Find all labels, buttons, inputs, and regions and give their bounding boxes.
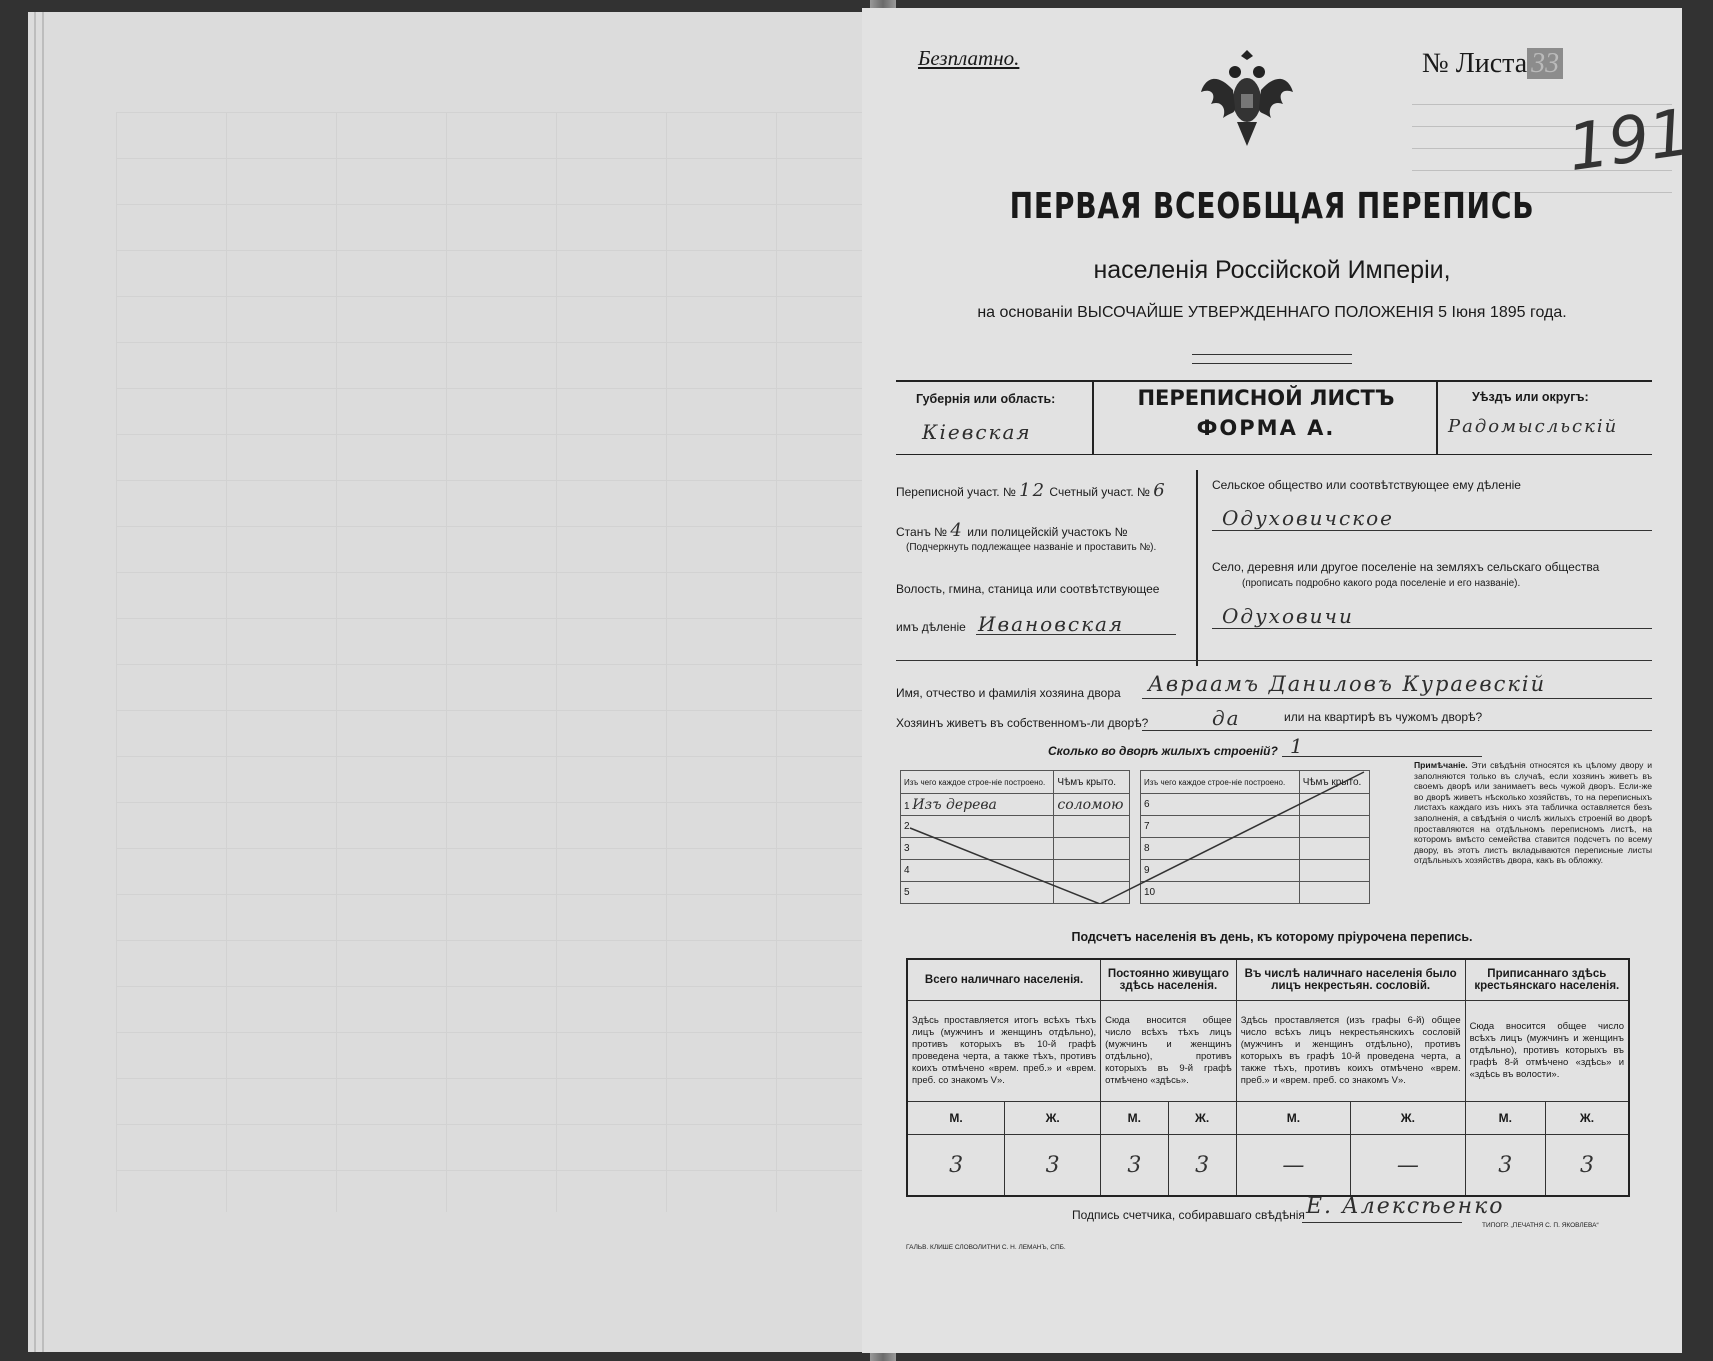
volost-label: Волость, гмина, станица или соотвѣтствующее (896, 582, 1160, 596)
note-block (1414, 760, 1652, 866)
table-row: 6 (1141, 794, 1300, 816)
district-divider (1196, 470, 1198, 666)
strike-through-mark (900, 770, 1370, 904)
table-row: 7 (1141, 816, 1300, 838)
form-letter: ФОРМА А. (1196, 416, 1336, 440)
uezd-label: Уѣздъ или округъ: (1472, 390, 1589, 404)
uezd-value: Радомысльскій (1448, 416, 1619, 437)
table-row: 3 (901, 838, 1054, 860)
village-label: Село, деревня или другое поселеніе на земляхъ сельскаго общества (1212, 560, 1600, 574)
sheet-value: 33 (1527, 48, 1563, 79)
table-row: 9 (1141, 860, 1300, 882)
society-value: Одуховичское (1222, 506, 1394, 530)
perepisnoy-value: 12 (1019, 480, 1047, 501)
owner-lives-label: Хозяинъ живетъ въ собственномъ-ли дворѣ? (896, 716, 1149, 730)
group-desc-peasant: Сюда вносится общее число всѣхъ лицъ (мужчинъ и женщинъ отдѣльно), противъ которыхъ въ графѣ 8-й отмѣчено «здѣсь» и «здѣсь въ волости». (1465, 1001, 1629, 1102)
buildings-table (900, 770, 1370, 904)
double-headed-eagle-emblem-icon (1197, 42, 1297, 152)
owner-name-label: Имя, отчество и фамилія хозяина двора (896, 686, 1121, 700)
schetny-label: Счетный участ. № (1049, 485, 1150, 499)
census-main-title: ПЕРВАЯ ВСЕОБЩАЯ ПЕРЕПИСЬ (1009, 186, 1535, 227)
table-row: 5 (901, 882, 1054, 904)
table-row: 10 (1141, 882, 1300, 904)
free-label: Безплатно. (918, 46, 1020, 70)
buildings-count-label: Сколько во дворѣ жилыхъ строеній? (1048, 744, 1278, 758)
stan-label: Станъ № (896, 525, 948, 539)
group-header-non-peasant: Въ числѣ наличнаго населенія было лицъ некрестьян. сословій. (1236, 959, 1465, 1001)
volost-label-2: имъ дѣленіе (896, 620, 966, 634)
handwritten-page-number: 191 (1563, 95, 1695, 187)
gubernia-value: Кіевская (922, 420, 1032, 444)
table-row: 4 (901, 860, 1054, 882)
female-label: Ж. (1168, 1102, 1236, 1135)
table-row: 1 Изъ дерева (901, 794, 1054, 816)
group-desc-total: Здѣсь проставляется итогъ всѣхъ тѣхъ лицъ (мужчинъ и женщинъ отдѣльно), противъ которыхъ въ 10-й графѣ проведена черта, а также тѣхъ, противъ коихъ отмѣчено «врем. преб.» и «врем. преб. со знакомъ V». (907, 1001, 1101, 1102)
group-header-permanent: Постоянно живущаго здѣсь населенія. (1101, 959, 1237, 1001)
gubernia-label: Губернія или область: (916, 392, 1056, 406)
left-page (28, 12, 888, 1352)
village-value: Одуховичи (1222, 604, 1354, 628)
female-label: Ж. (1545, 1102, 1629, 1135)
stan-value: 4 (950, 520, 964, 541)
faded-table-grid (116, 112, 896, 1212)
col-roof-header: Чѣмъ крыто. (1054, 771, 1130, 794)
group-header-peasant: Приписаннаго здѣсь крестьянскаго населенія. (1465, 959, 1629, 1001)
permanent-male-value: 3 (1101, 1135, 1168, 1197)
buildings-count-value: 1 (1290, 734, 1305, 758)
total-female-value: 3 (1005, 1135, 1101, 1197)
male-label: М. (1465, 1102, 1545, 1135)
page-edge (34, 12, 36, 1352)
peasant-male-value: 3 (1465, 1135, 1545, 1197)
society-label: Сельское общество или соотвѣтствующее ему дѣленіе (1212, 478, 1521, 492)
group-header-total: Всего наличнаго населенія. (907, 959, 1101, 1001)
district-numbers (896, 480, 1167, 501)
police-label: или полицейскій участокъ № (967, 525, 1128, 539)
owner-name-value: Авраамъ Даниловъ Кураевскій (1148, 672, 1547, 696)
sheet-label: № Листа (1422, 48, 1528, 79)
census-basis-line: на основаніи ВЫСОЧАЙШЕ УТВЕРЖДЕННАГО ПОЛОЖЕНІЯ 5 Іюня 1895 года. (977, 304, 1567, 321)
census-form-page (862, 8, 1695, 1353)
peasant-female-value: 3 (1545, 1135, 1629, 1197)
village-note: (прописать подробно какого рода поселеніе и его названіе). (1242, 578, 1521, 589)
note-text: Эти свѣдѣнія относятся къ цѣлому двору и заполняются только въ случаѣ, если хозяинъ живетъ въ своемъ дворѣ или занимаетъ весь чужой дворъ. Если-же во дворѣ живетъ нѣсколько хозяйствъ, то на переписныхъ листахъ каждаго изъ нихъ эта табличка оставляется безъ заполненія, а свѣдѣнія о числѣ жилыхъ строеній во дворѣ проставляются на отдѣльномъ переписномъ листѣ, на которомъ вмѣсто семейства ставится подсчетъ по всему двору, въ этотъ листъ вкладываются переписные листы отдѣльныхъ хозяйствъ двора, какъ въ обложку. (1414, 760, 1652, 866)
schetny-value: 6 (1153, 480, 1167, 501)
female-label: Ж. (1005, 1102, 1101, 1135)
census-subtitle: населенія Россійской Имперіи, (1093, 256, 1451, 284)
sheet-number (1422, 48, 1563, 80)
owner-rent-label: или на квартирѣ въ чужомъ дворѣ? (1284, 710, 1483, 724)
permanent-female-value: 3 (1168, 1135, 1236, 1197)
signature-value: Е. Алексѣенко (1306, 1194, 1505, 1219)
col-material-header: Изъ чего каждое строе-ніе построено. (1141, 771, 1300, 794)
group-desc-non-peasant: Здѣсь проставляется (изъ графы 6-й) общее число всѣхъ лицъ некрестьянскихъ сословій (мужчинъ и женщинъ отдѣльно), противъ которыхъ въ графѣ 10-й проведена черта, а также тѣхъ, противъ коихъ отмѣчено «врем. преб.» и «врем. преб. со знакомъ V». (1236, 1001, 1465, 1102)
volost-value: Ивановская (978, 612, 1125, 636)
population-title: Подсчетъ населенія въ день, къ которому пріурочена перепись. (1071, 930, 1473, 944)
female-label: Ж. (1351, 1102, 1465, 1135)
form-title: ПЕРЕПИСНОЙ ЛИСТЪ (1137, 386, 1395, 410)
male-label: М. (1236, 1102, 1350, 1135)
print-credit-left: ГАЛЬВ. КЛИШЕ СЛОВОЛИТНИ С. Н. ЛЕМАНЪ, СПБ. (906, 1244, 1066, 1251)
population-table (906, 958, 1630, 1197)
print-credit-right: ТИПОГР. „ПЕЧАТНЯ С. П. ЯКОВЛЕВА“ (1482, 1222, 1599, 1229)
row1-material: Изъ дерева (912, 796, 997, 813)
col-roof-header: Чѣмъ крыто. (1299, 771, 1369, 794)
male-label: М. (1101, 1102, 1168, 1135)
col-material-header: Изъ чего каждое строе-ніе построено. (901, 771, 1054, 794)
note-title: Примѣчаніе. (1414, 760, 1468, 770)
signature-label: Подпись счетчика, собиравшаго свѣдѣнія (1072, 1208, 1305, 1222)
total-male-value: 3 (907, 1135, 1005, 1197)
owner-lives-value: да (1212, 706, 1241, 730)
male-label: М. (907, 1102, 1005, 1135)
underline-note: (Подчеркнуть подлежащее названіе и проставить №). (906, 542, 1157, 553)
ornament-divider (1192, 354, 1352, 364)
stan-line (896, 520, 1128, 541)
table-row: 8 (1141, 838, 1300, 860)
table-row: 2 (901, 816, 1054, 838)
page-edge (42, 12, 44, 1352)
group-desc-permanent: Сюда вносится общее число всѣхъ тѣхъ лицъ (мужчинъ и женщинъ отдѣльно), противъ которыхъ въ 9-й графѣ отмѣчено «здѣсь». (1101, 1001, 1237, 1102)
form-header-box (896, 380, 1652, 455)
non-peasant-male-value: — (1236, 1135, 1350, 1197)
perepisnoy-label: Переписной участ. № (896, 485, 1016, 499)
row1-roof: соломою (1057, 796, 1124, 813)
non-peasant-female-value: — (1351, 1135, 1465, 1197)
